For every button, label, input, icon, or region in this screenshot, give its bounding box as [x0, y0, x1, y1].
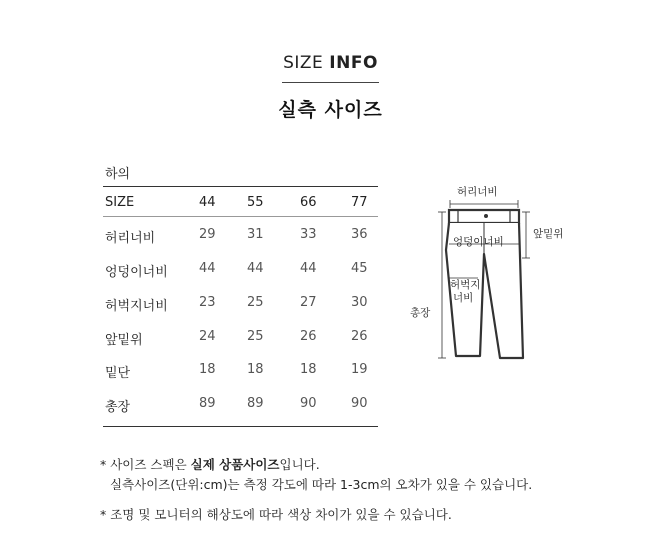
- size-table: [103, 186, 378, 415]
- category-label: 하의: [105, 167, 131, 182]
- table-cell: 26: [351, 329, 368, 344]
- table-header-rule: [103, 216, 378, 217]
- table-cell: 31: [247, 227, 264, 242]
- table-cell: 45: [351, 261, 368, 276]
- table-header-cell: 44: [199, 195, 216, 210]
- row-label: 밑단: [105, 366, 131, 381]
- note-text: * 사이즈 스펙은: [100, 457, 191, 472]
- table-cell: 89: [247, 396, 264, 411]
- table-cell: 23: [199, 295, 216, 310]
- table-cell: 44: [199, 261, 216, 276]
- page-subtitle: 실측 사이즈: [278, 99, 383, 121]
- title-size: SIZE: [283, 53, 324, 73]
- table-cell: 36: [351, 227, 368, 242]
- note-line-3: * 조명 및 모니터의 해상도에 따라 색상 차이가 있을 수 있습니다.: [100, 507, 452, 522]
- table-header-cell: 55: [247, 195, 264, 210]
- table-cell: 27: [300, 295, 317, 310]
- note-text: 입니다.: [279, 457, 320, 472]
- diagram-thigh-label-2: 너비: [453, 292, 474, 304]
- table-cell: 25: [247, 329, 264, 344]
- table-cell: 33: [300, 227, 317, 242]
- note-line-2: 실측사이즈(단위:cm)는 측정 각도에 따라 1-3cm의 오차가 있을 수 있습니다.: [110, 477, 533, 492]
- table-header-cell: SIZE: [105, 195, 135, 210]
- table-header-cell: 66: [300, 195, 317, 210]
- title-divider: [282, 82, 379, 83]
- table-cell: 90: [300, 396, 317, 411]
- note-line-1: [100, 455, 532, 475]
- table-cell: 30: [351, 295, 368, 310]
- row-label: 허리너비: [105, 231, 156, 246]
- size-notes: [100, 455, 532, 525]
- row-label: 앞밑위: [105, 333, 143, 348]
- table-row: [103, 227, 378, 247]
- table-bottom-rule: [103, 426, 378, 427]
- table-top-rule: [103, 186, 378, 187]
- table-cell: 89: [199, 396, 216, 411]
- table-row: [103, 329, 378, 349]
- table-cell: 26: [300, 329, 317, 344]
- pants-outline-icon: [400, 178, 600, 378]
- table-cell: 18: [247, 362, 264, 377]
- table-header-row: [103, 195, 378, 215]
- pants-diagram: [400, 178, 600, 378]
- table-cell: 44: [247, 261, 264, 276]
- table-cell: 24: [199, 329, 216, 344]
- table-row: [103, 362, 378, 382]
- table-cell: 18: [199, 362, 216, 377]
- diagram-waist-label: 허리너비: [457, 186, 498, 198]
- diagram-length-label: 총장: [410, 307, 431, 319]
- diagram-thigh-label-1: 허벅지: [450, 279, 481, 291]
- table-cell: 25: [247, 295, 264, 310]
- row-label: 허벅지너비: [105, 299, 168, 314]
- diagram-front-rise-label: 앞밑위: [533, 228, 564, 240]
- table-cell: 90: [351, 396, 368, 411]
- table-row: [103, 295, 378, 315]
- table-header-cell: 77: [351, 195, 368, 210]
- page-title: [0, 53, 661, 73]
- row-label: 총장: [105, 400, 131, 415]
- table-cell: 19: [351, 362, 368, 377]
- diagram-hip-label: 엉덩이너비: [453, 236, 504, 248]
- row-label: 엉덩이너비: [105, 265, 168, 280]
- title-info: INFO: [329, 53, 378, 73]
- table-row: [103, 396, 378, 416]
- table-row: [103, 261, 378, 281]
- table-cell: 29: [199, 227, 216, 242]
- table-cell: 44: [300, 261, 317, 276]
- note-emphasis: 실제 상품사이즈: [190, 457, 280, 472]
- table-cell: 18: [300, 362, 317, 377]
